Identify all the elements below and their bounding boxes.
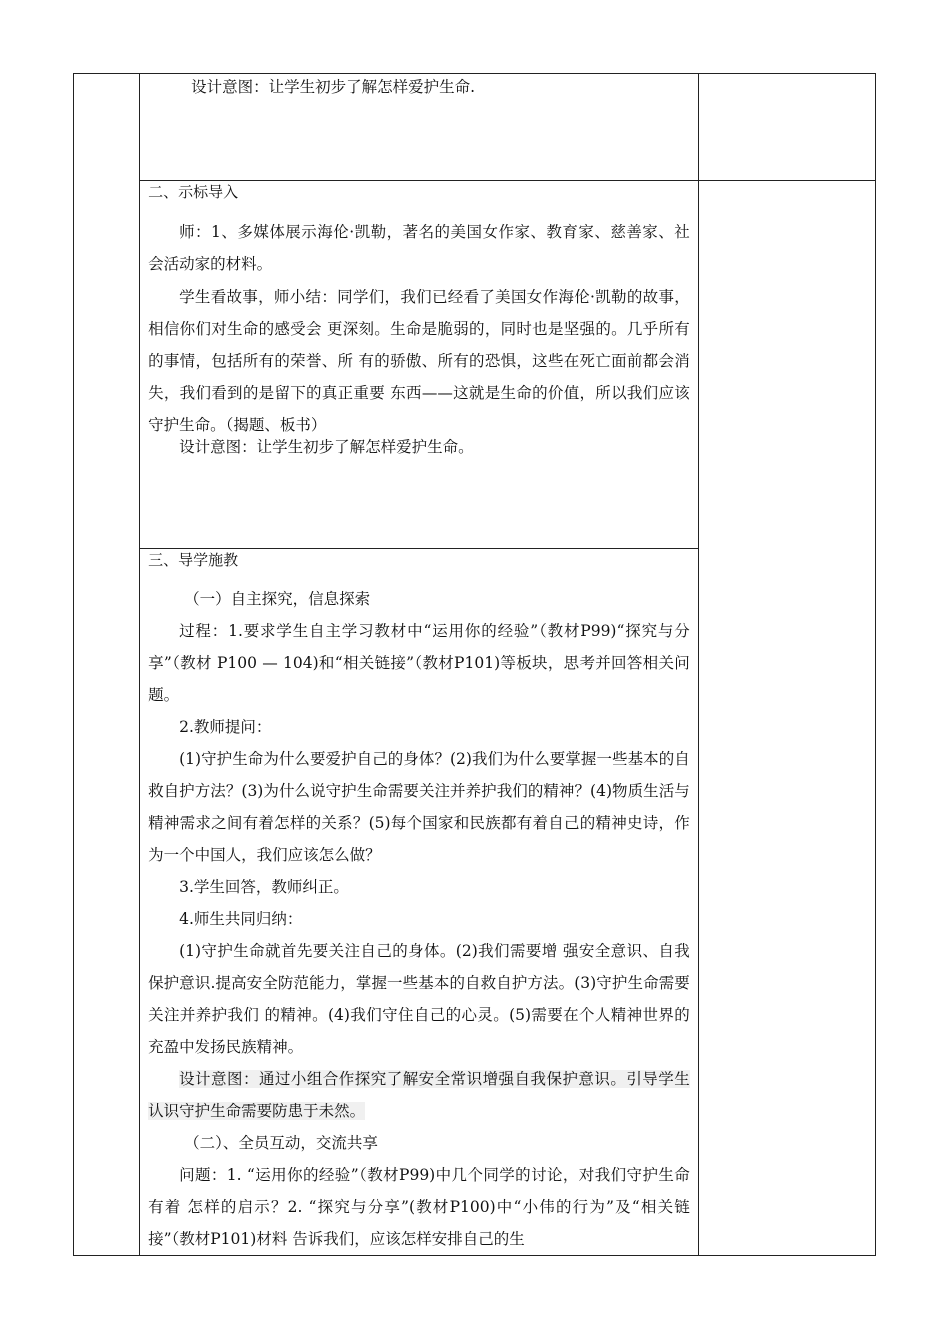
step-3: 3.学生回答，教师纠正。 (179, 878, 349, 896)
section-guided-teaching (140, 549, 698, 1255)
question2-paragraph: 问题：1. “运用你的经验”（教材P99)中几个同学的讨论，对我们守护生命有着 怎样的启示？2. “探究与分享”(教材P100)中“小伟的行为”及“相关链接”（教材P101)材料 告诉我们，应该怎样安排自己的生 (148, 1166, 690, 1248)
subsection1-title: （一）自主探究，信息探索 (184, 590, 371, 608)
section-intro (140, 181, 698, 549)
section3-heading: 三、导学施教 (148, 551, 239, 569)
right-column-top-block (699, 74, 875, 181)
summary-paragraph: (1)守护生命就首先要关注自己的身体。(2)我们需要增 强安全意识、自我保护意识.提高安全防范能力，掌握一些基本的自救自护方法。(3)守护生命需要关注并养护我们 的精神。(4)我们守住自己的心灵。(5)需要在个人精神世界的充盈中发扬民族精神。 (148, 942, 690, 1056)
main-content-cell (140, 74, 699, 1256)
section2-heading: 二、示标导入 (148, 183, 239, 201)
section2-paragraph-2: 学生看故事，师小结：同学们，我们已经看了美国女作海伦·凯勒的故事，相信你们对生命的感受会 更深刻。生命是脆弱的，同时也是坚强的。几乎所有的事情，包括所有的荣誉、所 有的骄傲、所有的恐惧，这些在死亡面前都会消失，我们看到的是留下的真正重要 东西——这就是生命的价值，所以我们应该守护生命。（揭题、板书） (148, 288, 690, 434)
step-2: 2.教师提问： (179, 718, 272, 736)
questions-paragraph: (1)守护生命为什么要爱护自己的身体？(2)我们为什么要掌握一些基本的自救自护方法？(3)为什么说守护生命需要关注并养护我们的精神？(4)物质生活与精神需求之间有着怎样的关系？(5)每个国家和民族都有着自己的精神史诗，作为一个中国人，我们应该怎么做？ (148, 750, 690, 864)
design-intent-top: 设计意图：让学生初步了解怎样爱护生命. (191, 78, 476, 96)
subsection2-title: （二）、全员互动，交流共享 (184, 1134, 378, 1152)
design-intent-highlight: 设计意图：通过小组合作探究了解安全常识增强自我保护意识。引导学生认识守护生命需要防患于未然。 (148, 1070, 690, 1120)
process-paragraph: 过程：1.要求学生自主学习教材中“运用你的经验”（教材P99)“探究与分享”（教材 P100 — 104)和“相关链接”（教材P101)等板块，思考并回答相关问题。 (148, 622, 690, 704)
section2-paragraph-1: 师：1、多媒体展示海伦·凯勒，著名的美国女作家、教育家、慈善家、社会活动家的材料。 (148, 223, 690, 273)
section2-design-intent: 设计意图：让学生初步了解怎样爱护生命。 (179, 438, 474, 456)
right-column-cell (698, 74, 875, 1256)
section3-design-intent (140, 1063, 698, 1127)
lesson-plan-table (73, 73, 876, 1256)
top-section (140, 74, 698, 181)
step-4: 4.师生共同归纳： (179, 910, 303, 928)
left-column-cell (74, 74, 140, 1256)
